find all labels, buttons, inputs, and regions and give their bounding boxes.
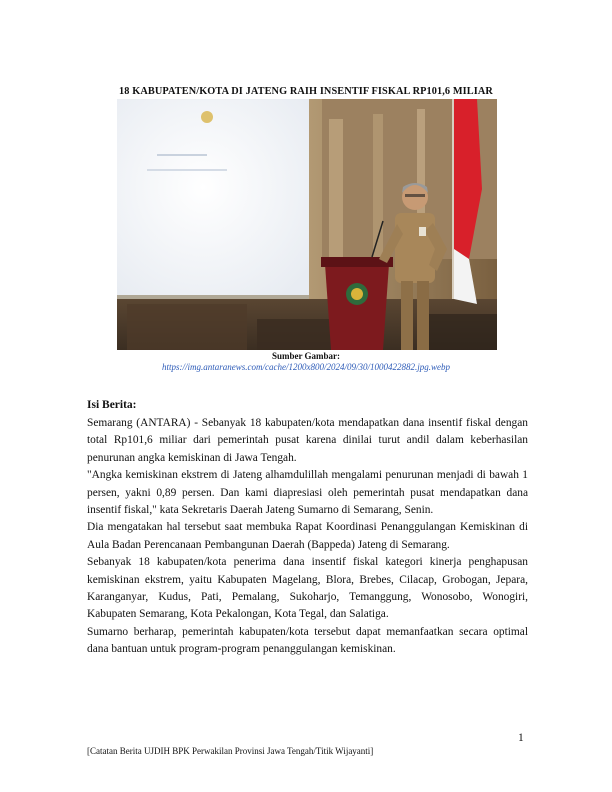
article-photo — [117, 99, 497, 350]
photo-source-label: Sumber Gambar: — [271, 351, 341, 361]
article-paragraph: Sumarno berharap, pemerintah kabupaten/kota tersebut dapat memanfaatkan secara optimal dana bantuan untuk program-program penanggulangan kemiskinan. — [87, 625, 528, 656]
photo-source-link[interactable]: https://img.antaranews.com/cache/1200x800/2024/09/30/1000422882.jpg.webp — [162, 362, 450, 372]
page-number: 1 — [518, 732, 524, 744]
section-heading: Isi Berita: — [87, 399, 137, 411]
article-paragraph: Dia mengatakan hal tersebut saat membuka Rapat Koordinasi Penanggulangan Kemiskinan di Aula Badan Perencanaan Pembangunan Daerah (Bappeda) Jateng di Semarang. — [87, 521, 528, 551]
article-paragraph: Sebanyak 18 kabupaten/kota penerima dana insentif fiskal kategori kinerja penghapusan kemiskinan ekstrem, yaitu Kabupaten Magelang, Blora, Brebes, Cilacap, Grobogan, Jepara, Karanganyar, Kudus, Pati, Pemalang, Sukoharjo, Temanggung, Wonosobo, Wonogiri, Kabupaten Semarang, Kota Pekalongan, Kota Tegal, dan Salatiga. — [87, 556, 528, 621]
article-paragraph: "Angka kemiskinan ekstrem di Jateng alhamdulillah mengalami penurunan menjadi di bawah 1 persen, yakni 0,89 persen. Dan kami diapresiasi oleh pemerintah pusat mendapatkan dana insentif fiskal," kata Sekretaris Daerah Jateng Sumarno di Semarang, Senin. — [87, 469, 528, 517]
footer-note: [Catatan Berita UJDIH BPK Perwakilan Provinsi Jawa Tengah/Titik Wijayanti] — [87, 746, 374, 756]
article-paragraph: Semarang (ANTARA) - Sebanyak 18 kabupaten/kota mendapatkan dana insentif fiskal dengan total Rp101,6 miliar dari pemerintah pusat karena dinilai turut andil dalam keberhasilan penurunan angka kemiskinan di Jawa Tengah. — [87, 417, 528, 464]
photo-speaker-at-podium — [117, 99, 497, 350]
article-title: 18 KABUPATEN/KOTA DI JATENG RAIH INSENTIF FISKAL RP101,6 MILIAR — [119, 86, 493, 97]
article-body — [87, 415, 528, 659]
